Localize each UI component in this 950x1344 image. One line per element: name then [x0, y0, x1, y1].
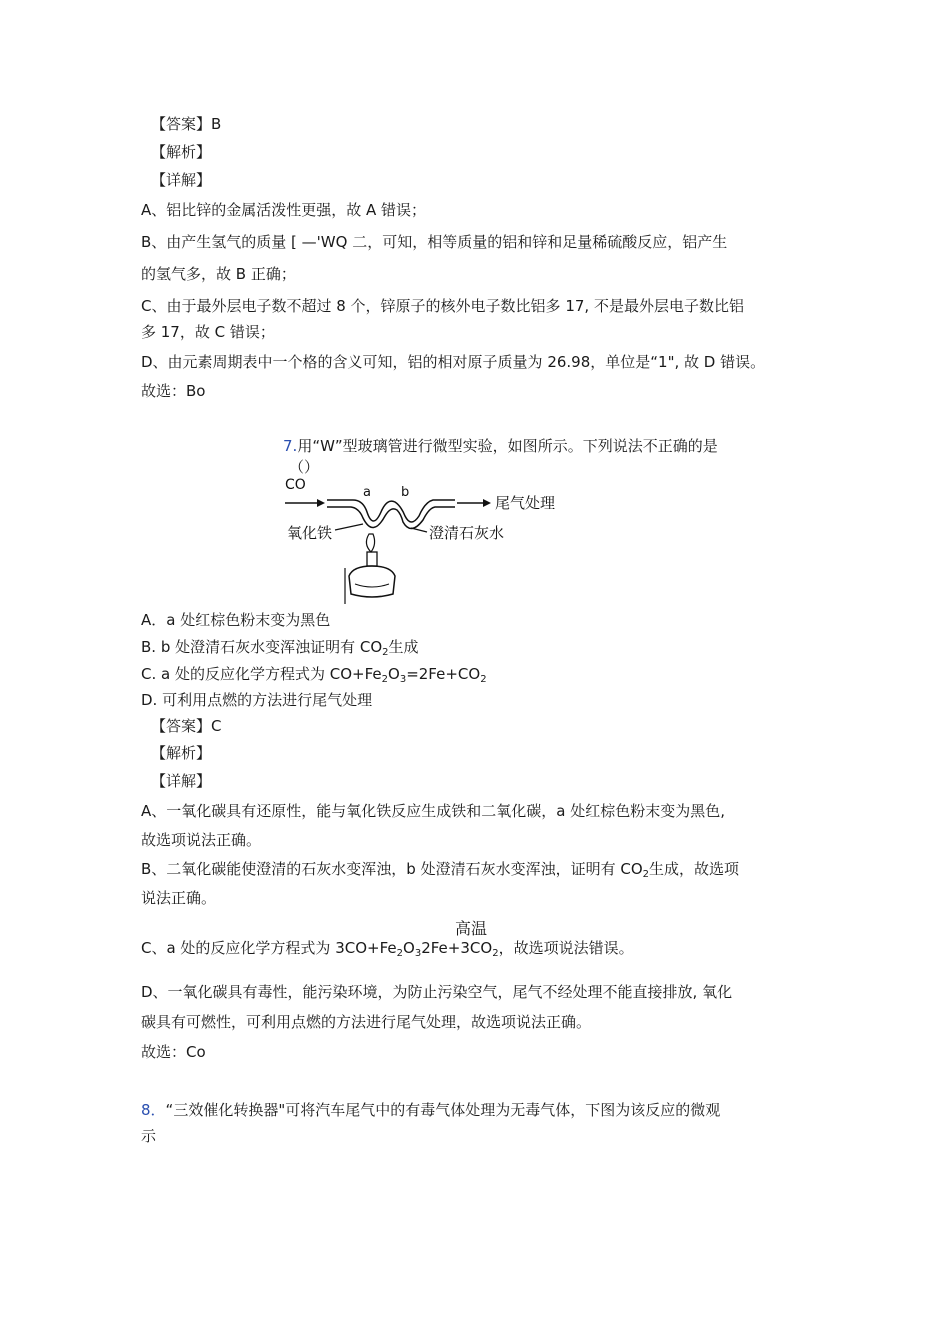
- option-b-text: B. b 处澄清石灰水变浑浊证明有 CO: [141, 638, 383, 656]
- answer-label-7: 【答案】C: [151, 717, 222, 735]
- explanation-7b-line1: [141, 859, 739, 879]
- option-c-text: C. a 处的反应化学方程式为 CO+Fe: [141, 665, 382, 683]
- label-b: b: [401, 485, 410, 500]
- explanation-7c-text: C、a 处的反应化学方程式为 3CO+Fe: [141, 939, 397, 957]
- iron-oxide-pointer: [335, 524, 363, 530]
- alcohol-lamp-icon: [349, 566, 395, 597]
- subscript: 2: [492, 948, 499, 959]
- explanation-d: D、由元素周期表中一个格的含义可知，铝的相对原子质量为 26.98，单位是“1", 故 D 错误。: [141, 353, 766, 371]
- subscript: 2: [382, 647, 389, 658]
- explanation-b-line1: B、由产生氢气的质量 [ —'WQ 二，可知，相等质量的铝和锌和足量稀硫酸反应，铝产生: [141, 233, 728, 251]
- subscript: 3: [399, 674, 407, 685]
- detail-label-7: 【详解】: [151, 772, 212, 790]
- tail-arrow-head: [483, 499, 491, 507]
- detail-label: 【详解】: [151, 171, 212, 189]
- option-a: A．a 处红棕色粉末变为黑色: [141, 611, 331, 629]
- choice-line: 故选：Bo: [141, 382, 206, 400]
- explanation-7c-part: O: [403, 939, 415, 957]
- subscript: 2: [381, 674, 388, 685]
- option-b: [141, 637, 419, 657]
- iron-oxide-label: 氧化铁: [287, 524, 333, 542]
- co-label: CO: [285, 477, 306, 493]
- explanation-7b-line2: 说法正确。: [141, 889, 217, 907]
- flame-icon: [366, 534, 374, 552]
- option-c-part: O: [388, 665, 400, 683]
- explanation-c-line1: C、由于最外层电子数不超过 8 个，锌原子的核外电子数比铝多 17, 不是最外层电子数比铝: [141, 297, 744, 315]
- option-c-part2: =2Fe+CO: [406, 665, 481, 683]
- explanation-7a-line1: A、一氧化碳具有还原性，能与氧化铁反应生成铁和二氧化碳，a 处红棕色粉末变为黑色,: [141, 802, 725, 820]
- explanation-7b-text: B、二氧化碳能使澄清的石灰水变浑浊，b 处澄清石灰水变浑浊，证明有 CO: [141, 860, 643, 878]
- answer-label: 【答案】B: [151, 115, 222, 133]
- explanation-a: A、铝比锌的金属活泼性更强，故 A 错误；: [141, 201, 427, 219]
- label-a: a: [363, 485, 371, 500]
- choice-line-7: 故选：Co: [141, 1043, 206, 1061]
- answer-bracket: （）: [289, 458, 320, 476]
- subscript: 2: [480, 674, 487, 685]
- option-b-tail: 生成: [388, 638, 419, 656]
- question-8-stem: [141, 1100, 720, 1120]
- explanation-c-line2: 多 17，故 C 错误；: [141, 323, 275, 341]
- explanation-7b-tail: 生成，故选项: [649, 860, 740, 878]
- question-number: 7.: [283, 437, 298, 455]
- analysis-label: 【解析】: [151, 143, 212, 161]
- question-number: 8．: [141, 1101, 166, 1119]
- tail-gas-label: 尾气处理: [495, 494, 556, 512]
- explanation-b-line2: 的氢气多，故 B 正确；: [141, 265, 296, 283]
- question-8-stem-line2: 示: [141, 1127, 157, 1145]
- w-tube-apparatus-figure: [283, 472, 593, 604]
- explanation-7a-line2: 故选项说法正确。: [141, 831, 262, 849]
- analysis-label-7: 【解析】: [151, 744, 212, 762]
- option-c: [141, 664, 487, 684]
- lamp-wick: [367, 552, 377, 566]
- lamp-liquid-line: [355, 584, 389, 587]
- explanation-7c-tail: ，故选项说法错误。: [498, 939, 634, 957]
- question-7-stem: [283, 436, 718, 456]
- subscript: 3: [414, 948, 422, 959]
- co-arrow-head: [317, 499, 325, 507]
- limewater-label: 澄清石灰水: [429, 524, 505, 542]
- w-tube-outer: [327, 500, 455, 522]
- explanation-7c: [141, 938, 634, 958]
- subscript: 2: [396, 948, 404, 959]
- limewater-pointer: [411, 528, 427, 532]
- explanation-7d-line1: D、一氧化碳具有毒性，能污染环境，为防止污染空气，尾气不经处理不能直接排放, 氧化: [141, 983, 733, 1001]
- subscript: 2: [642, 869, 650, 880]
- explanation-7c-part2: 2Fe+3CO: [421, 939, 493, 957]
- question-stem-text: 用“W”型玻璃管进行微型实验，如图所示。下列说法不正确的是: [297, 437, 718, 455]
- option-d: D. 可利用点燃的方法进行尾气处理: [141, 691, 373, 709]
- question-stem-text: “三效催化转换器"可将汽车尾气中的有毒气体处理为无毒气体，下图为该反应的微观: [165, 1101, 721, 1119]
- reaction-condition: 高温: [455, 919, 488, 938]
- explanation-7d-line2: 碳具有可燃性，可利用点燃的方法进行尾气处理，故选项说法正确。: [141, 1013, 592, 1031]
